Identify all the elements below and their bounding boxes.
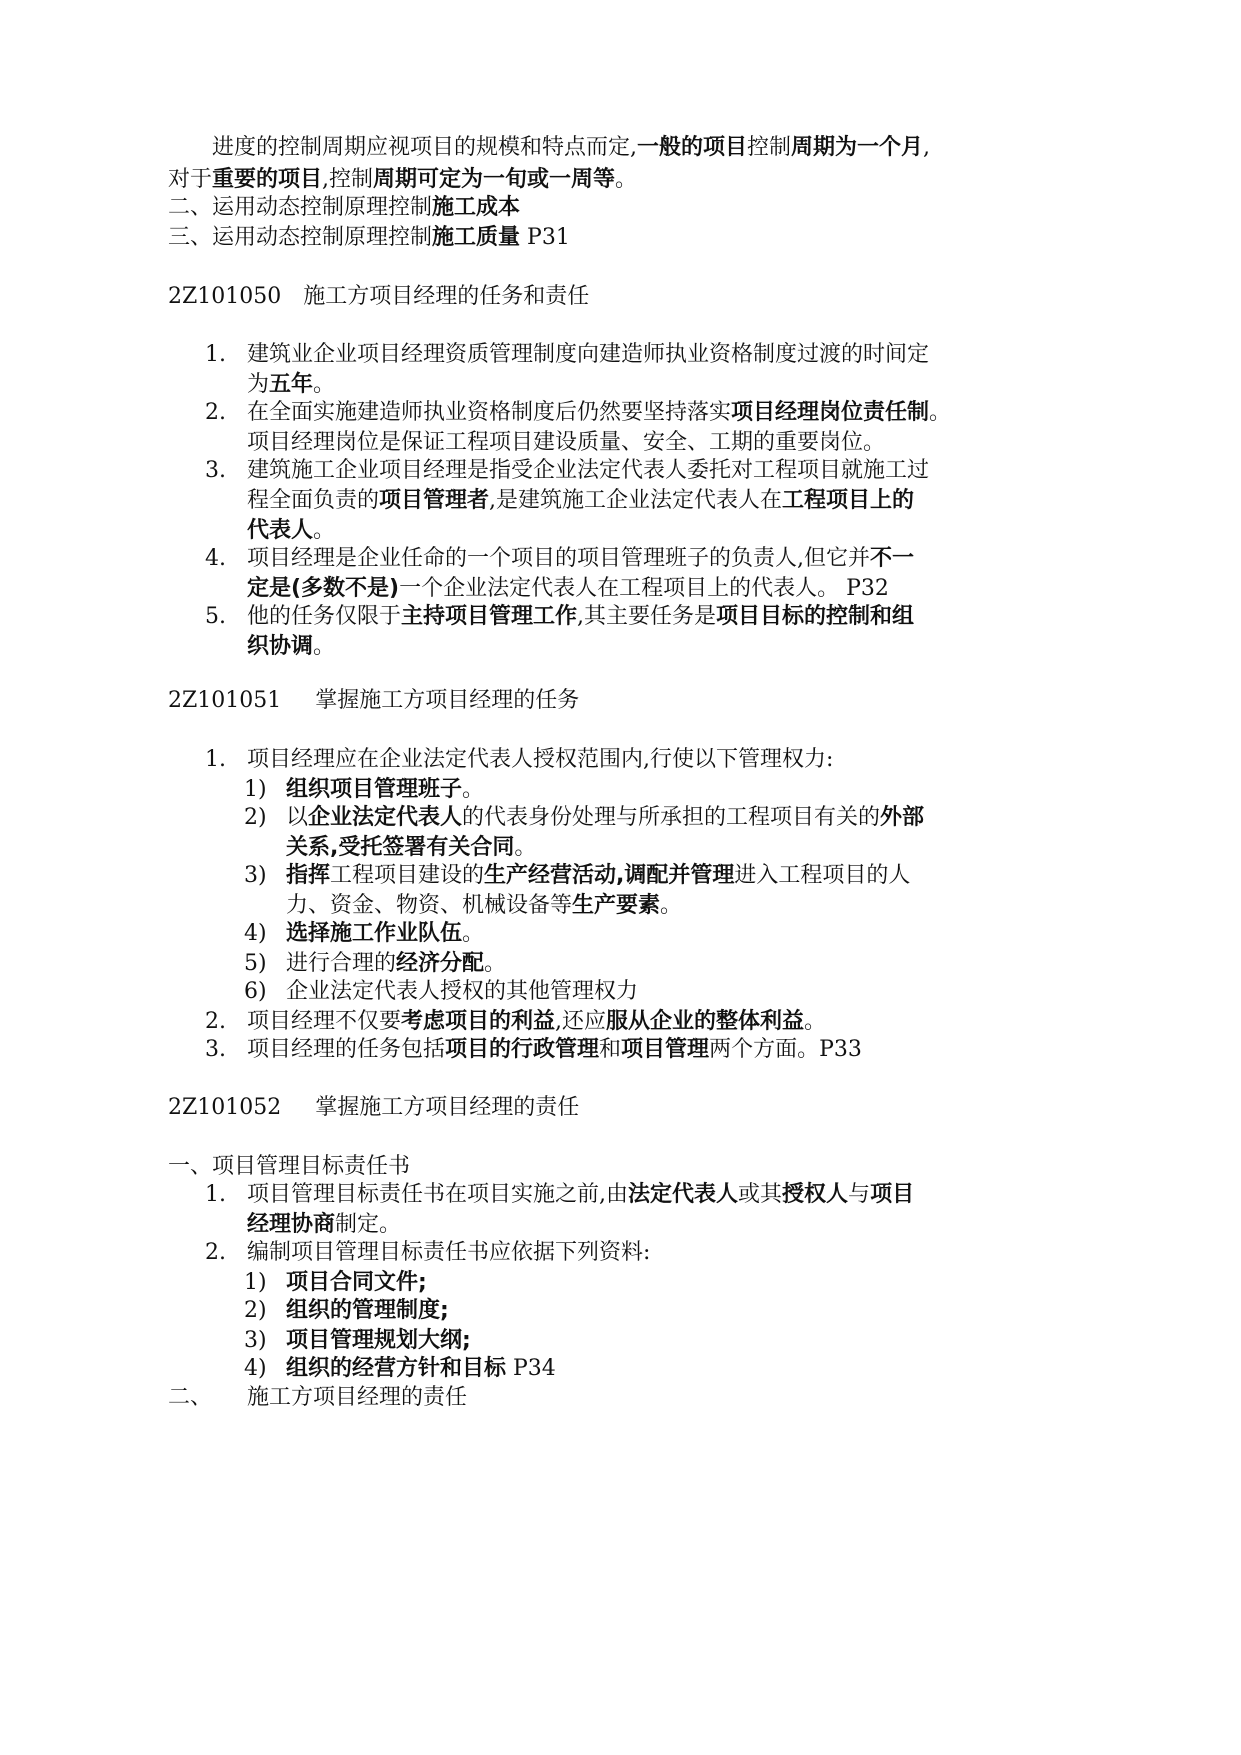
bold-text: 组织项目管理班子 <box>286 777 463 802</box>
bold-text: 周期为一个月 <box>791 135 924 160</box>
list-number: 3. <box>205 458 226 483</box>
text-run: 企业法定代表人授权的其他管理权力 <box>286 979 639 1004</box>
list-c-subitem <box>244 1353 556 1385</box>
bold-text: 授权人 <box>782 1182 849 1207</box>
text-run: 控制 <box>747 135 792 160</box>
list-number: 2. <box>205 1009 226 1034</box>
bold-text: 考虑项目的利益 <box>401 1009 556 1034</box>
list-b-subitem <box>244 802 924 834</box>
text-run: 项目经理的任务包括 <box>247 1037 446 1062</box>
para1-line1 <box>212 132 930 164</box>
item-three <box>168 222 570 254</box>
list-b-item-1 <box>205 744 833 776</box>
text-run: 。 <box>313 634 336 659</box>
list-b-subitem <box>244 976 638 1008</box>
bold-text: 服从企业的整体利益 <box>606 1009 805 1034</box>
list-number: 1. <box>205 342 226 367</box>
text-run: 和 <box>599 1037 622 1062</box>
section-title: 施工方项目经理的任务和责任 <box>303 284 590 309</box>
bold-text: 织协调 <box>247 634 314 659</box>
bold-text: 选择施工作业队伍 <box>286 921 463 946</box>
list-b-subitem <box>244 860 910 892</box>
section-code: 2Z101050 <box>168 284 282 309</box>
list-number: 4) <box>244 921 267 946</box>
text-run: 。 <box>462 777 485 802</box>
list-number: 2. <box>205 400 226 425</box>
list-number: 6) <box>244 979 267 1004</box>
list-c-subitem <box>244 1295 449 1327</box>
section-code: 2Z101051 <box>168 688 282 713</box>
text-run: 对于 <box>168 167 213 192</box>
text-run: 或其 <box>738 1182 783 1207</box>
section-heading-2z101050 <box>168 281 589 313</box>
section-heading-2z101051 <box>168 685 579 717</box>
text-run: 制定。 <box>335 1212 402 1237</box>
list-a-item <box>205 397 951 429</box>
text-run: 进度的控制周期应视项目的规模和特点而定, <box>212 135 637 160</box>
bold-text: 不一 <box>870 546 915 571</box>
text-run: 为 <box>247 372 270 397</box>
section-heading-2z101052 <box>168 1092 579 1124</box>
text-run: 工程项目建设的 <box>330 863 485 888</box>
list-a-item <box>205 543 914 575</box>
list-number: 3. <box>205 1037 226 1062</box>
list-number: 3) <box>244 1328 267 1353</box>
text-run: 在全面实施建造师执业资格制度后仍然要坚持落实 <box>247 400 732 425</box>
text-run: 程全面负责的 <box>247 488 380 513</box>
list-number: 2) <box>244 1298 267 1323</box>
text-run: ,还应 <box>555 1009 607 1034</box>
section-code: 2Z101052 <box>168 1095 282 1120</box>
list-a-item-cont <box>247 631 335 663</box>
list-a-item <box>205 455 929 487</box>
text-run: 项目经理不仅要 <box>247 1009 402 1034</box>
list-number: 1. <box>205 1182 226 1207</box>
section-title: 掌握施工方项目经理的责任 <box>315 1095 580 1120</box>
bold-text: 重要的项目 <box>212 167 323 192</box>
list-number: 3) <box>244 863 267 888</box>
text-run: 二、运用动态控制原理控制 <box>168 195 433 220</box>
text-run: 。 <box>462 921 485 946</box>
bold-text: 外部 <box>880 805 925 830</box>
section-title: 掌握施工方项目经理的任务 <box>315 688 580 713</box>
text-run: 两个方面。P33 <box>709 1037 862 1062</box>
text-run: , <box>923 135 931 160</box>
heading-number: 二、 <box>168 1385 213 1410</box>
list-text: 项目经理应在企业法定代表人授权范围内,行使以下管理权力: <box>247 747 834 772</box>
bold-text: 关系,受托签署有关合同 <box>286 835 515 860</box>
text-run: 。 <box>313 518 336 543</box>
text-run: 与 <box>848 1182 871 1207</box>
bold-text: 项目管理规划大纲; <box>286 1328 471 1353</box>
text-run: ,是建筑施工企业法定代表人在 <box>489 488 783 513</box>
text-run: 编制项目管理目标责任书应依据下列资料: <box>247 1240 651 1265</box>
list-c-item <box>205 1237 650 1269</box>
text-run: 一个企业法定代表人在工程项目上的代表人。 P32 <box>399 576 889 601</box>
list-number: 4) <box>244 1356 267 1381</box>
text-run: 建筑业企业项目经理资质管理制度向建造师执业资格制度过渡的时间定 <box>247 342 930 367</box>
list-number: 5. <box>205 604 226 629</box>
text-run: ,其主要任务是 <box>577 604 717 629</box>
list-number: 4. <box>205 546 226 571</box>
heading-two <box>168 1382 467 1414</box>
list-b-item <box>205 1034 862 1066</box>
list-a-item <box>205 339 929 371</box>
text-run: 进入工程项目的人 <box>734 863 911 888</box>
list-number: 1) <box>244 1270 267 1295</box>
text-run: 进行合理的 <box>286 951 397 976</box>
bold-text: 组织的经营方针和目标 <box>286 1356 507 1381</box>
text-run: 。 <box>615 167 638 192</box>
text-run: ,控制 <box>322 167 374 192</box>
list-number: 2. <box>205 1240 226 1265</box>
bold-text: 项目的行政管理 <box>445 1037 600 1062</box>
bold-text: 项目管理者 <box>379 488 490 513</box>
list-c-item <box>205 1179 914 1211</box>
bold-text: 生产经营活动,调配并管理 <box>484 863 735 888</box>
bold-text: 项目合同文件; <box>286 1270 427 1295</box>
bold-text: 组织的管理制度; <box>286 1298 449 1323</box>
text-run: 他的任务仅限于 <box>247 604 402 629</box>
bold-text: 施工质量 <box>432 225 521 250</box>
text-run: P34 <box>506 1356 556 1381</box>
list-number: 1) <box>244 777 267 802</box>
heading-text: 施工方项目经理的责任 <box>247 1385 468 1410</box>
item-two <box>168 192 520 224</box>
bold-text: 项目 <box>870 1182 915 1207</box>
bold-text: 经理协商 <box>247 1212 336 1237</box>
text-run: 项目管理目标责任书在项目实施之前,由 <box>247 1182 628 1207</box>
list-number: 1. <box>205 747 226 772</box>
bold-text: 项目管理 <box>621 1037 710 1062</box>
text-run: 三、运用动态控制原理控制 <box>168 225 433 250</box>
bold-text: 项目目标的控制和组 <box>716 604 915 629</box>
text-run: 。 <box>514 835 537 860</box>
text-run: 。 <box>929 400 952 425</box>
text-run: 力、资金、物资、机械设备等 <box>286 893 573 918</box>
bold-text: 企业法定代表人 <box>308 805 463 830</box>
text-run: P31 <box>520 225 570 250</box>
bold-text: 生产要素 <box>572 893 661 918</box>
bold-text: 周期可定为一旬或一周等 <box>373 167 616 192</box>
text-run: 。 <box>804 1009 827 1034</box>
list-a-item-cont <box>247 485 914 517</box>
list-number: 5) <box>244 951 267 976</box>
bold-text: 施工成本 <box>432 195 521 220</box>
bold-text: 工程项目上的 <box>782 488 915 513</box>
bold-text: 主持项目管理工作 <box>401 604 578 629</box>
heading-one: 一、项目管理目标责任书 <box>168 1154 411 1179</box>
text-run: 建筑施工企业项目经理是指受企业法定代表人委托对工程项目就施工过 <box>247 458 930 483</box>
bold-text: 定是(多数不是) <box>247 576 400 601</box>
text-run: 项目经理是企业任命的一个项目的项目管理班子的负责人,但它并 <box>247 546 870 571</box>
text-run: 以 <box>286 805 309 830</box>
text-run: 的代表身份处理与所承担的工程项目有关的 <box>462 805 881 830</box>
text-run: 。 <box>313 372 336 397</box>
bold-text: 代表人 <box>247 518 314 543</box>
bold-text: 五年 <box>269 372 314 397</box>
text-run: 。 <box>660 893 683 918</box>
bold-text: 指挥 <box>286 863 331 888</box>
bold-text: 法定代表人 <box>628 1182 739 1207</box>
list-b-subitem <box>244 918 484 950</box>
list-a-item <box>205 601 914 633</box>
list-number: 2) <box>244 805 267 830</box>
bold-text: 项目经理岗位责任制 <box>731 400 930 425</box>
text-run: 。 <box>484 951 507 976</box>
text-run: 项目经理岗位是保证工程项目建设质量、安全、工期的重要岗位。 <box>247 430 886 455</box>
bold-text: 一般的项目 <box>637 135 748 160</box>
bold-text: 经济分配 <box>396 951 485 976</box>
